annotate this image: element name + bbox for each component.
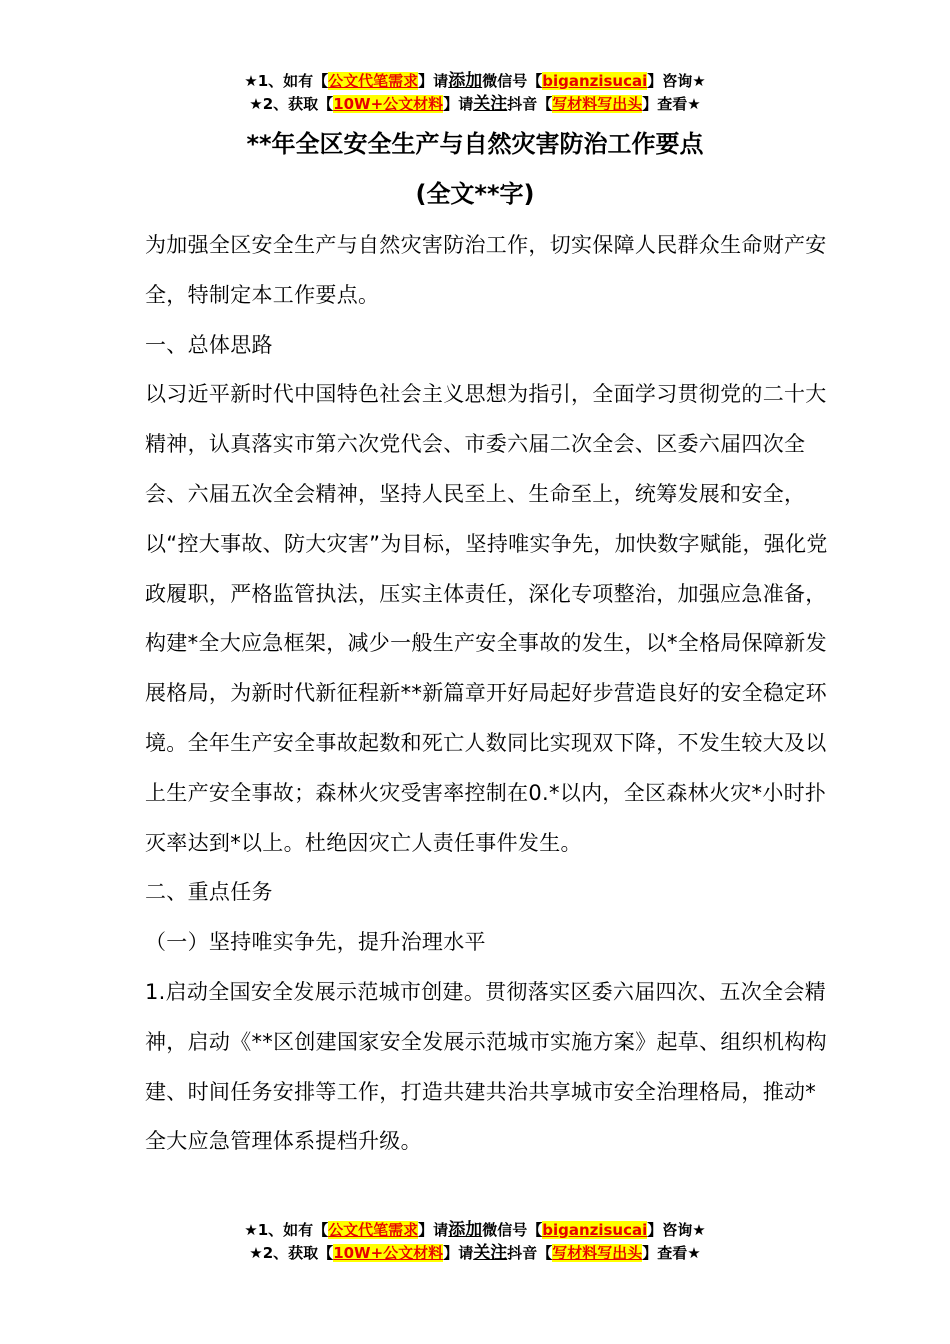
ad-text: 】请 — [418, 1221, 449, 1239]
ad-text: 】请 — [443, 1244, 474, 1262]
footer-ad-line-2 — [0, 1242, 950, 1264]
ad-prefix: ★2、获取【 — [249, 1244, 334, 1262]
ad-underlined-text: 添加 — [448, 71, 483, 91]
page-subtitle: (全文**字) — [415, 180, 535, 208]
ad-highlight-douyin: 写材料写出头 — [552, 1244, 643, 1262]
ad-highlight-wechat-id: biganzisucai — [542, 72, 648, 90]
ad-prefix: ★2、获取【 — [249, 95, 334, 113]
ad-highlight-service: 公文代笔需求 — [328, 72, 419, 90]
ad-highlight-service: 公文代笔需求 — [328, 1221, 419, 1239]
ad-highlight-materials: 10W+公文材料 — [333, 1244, 444, 1262]
footer-ad-line-1 — [0, 1219, 950, 1241]
ad-text: 抖音【 — [507, 95, 553, 113]
ad-suffix: 】咨询★ — [647, 72, 706, 90]
intro-paragraph: 为加强全区安全生产与自然灾害防治工作，切实保障人民群众生命财产安全，特制定本工作要点。 — [145, 233, 827, 307]
section-heading: 一、总体思路 — [145, 332, 273, 357]
ad-text: 微信号【 — [482, 72, 543, 90]
body-paragraph: 1.启动全国安全发展示范城市创建。贯彻落实区委六届四次、五次全会精神，启动《**区创建国家安全发展示范城市实施方案》起草、组织机构构建、时间任务安排等工作，打造共建共治共享城市安全治理格局，推动*全大应急管理体系提档升级。 — [145, 979, 827, 1154]
ad-text: 】请 — [418, 72, 449, 90]
header-ad-line-1 — [0, 70, 950, 92]
ad-highlight-wechat-id: biganzisucai — [542, 1221, 648, 1239]
header-ad-line-2 — [0, 93, 950, 115]
subsection-heading: （一）坚持唯实争先，提升治理水平 — [145, 930, 486, 955]
ad-text: 】请 — [443, 95, 474, 113]
ad-text: 微信号【 — [482, 1221, 543, 1239]
section-heading: 二、重点任务 — [145, 880, 273, 905]
document-body — [145, 221, 835, 1167]
ad-suffix: 】查看★ — [642, 95, 701, 113]
ad-suffix: 】咨询★ — [647, 1221, 706, 1239]
ad-underlined-text: 关注 — [473, 94, 508, 114]
ad-prefix: ★1、如有【 — [244, 1221, 329, 1239]
ad-underlined-text: 添加 — [448, 1220, 483, 1240]
body-paragraph: 以习近平新时代中国特色社会主义思想为指引，全面学习贯彻党的二十大精神，认真落实市第六次党代会、市委六届二次全会、区委六届四次全会、六届五次全会精神，坚持人民至上、生命至上，统筹发展和安全，以“控大事故、防大灾害”为目标，坚持唯实争先，加快数字赋能，强化党政履职，严格监管执法，压实主体责任，深化专项整治，加强应急准备，构建*全大应急框架，减少一般生产安全事故的发生，以*全格局保障新发展格局，为新时代新征程新**新篇章开好局起好步营造良好的安全稳定环境。全年生产安全事故起数和死亡人数同比实现双下降，不发生较大及以上生产安全事故；森林火灾受害率控制在0.*以内，全区森林火灾*小时扑灭率达到*以上。杜绝因灾亡人责任事件发生。 — [145, 382, 828, 855]
ad-highlight-materials: 10W+公文材料 — [333, 95, 444, 113]
ad-underlined-text: 关注 — [473, 1243, 508, 1263]
ad-text: 抖音【 — [507, 1244, 553, 1262]
ad-prefix: ★1、如有【 — [244, 72, 329, 90]
page-title: **年全区安全生产与自然灾害防治工作要点 — [246, 130, 704, 158]
ad-highlight-douyin: 写材料写出头 — [552, 95, 643, 113]
ad-suffix: 】查看★ — [642, 1244, 701, 1262]
